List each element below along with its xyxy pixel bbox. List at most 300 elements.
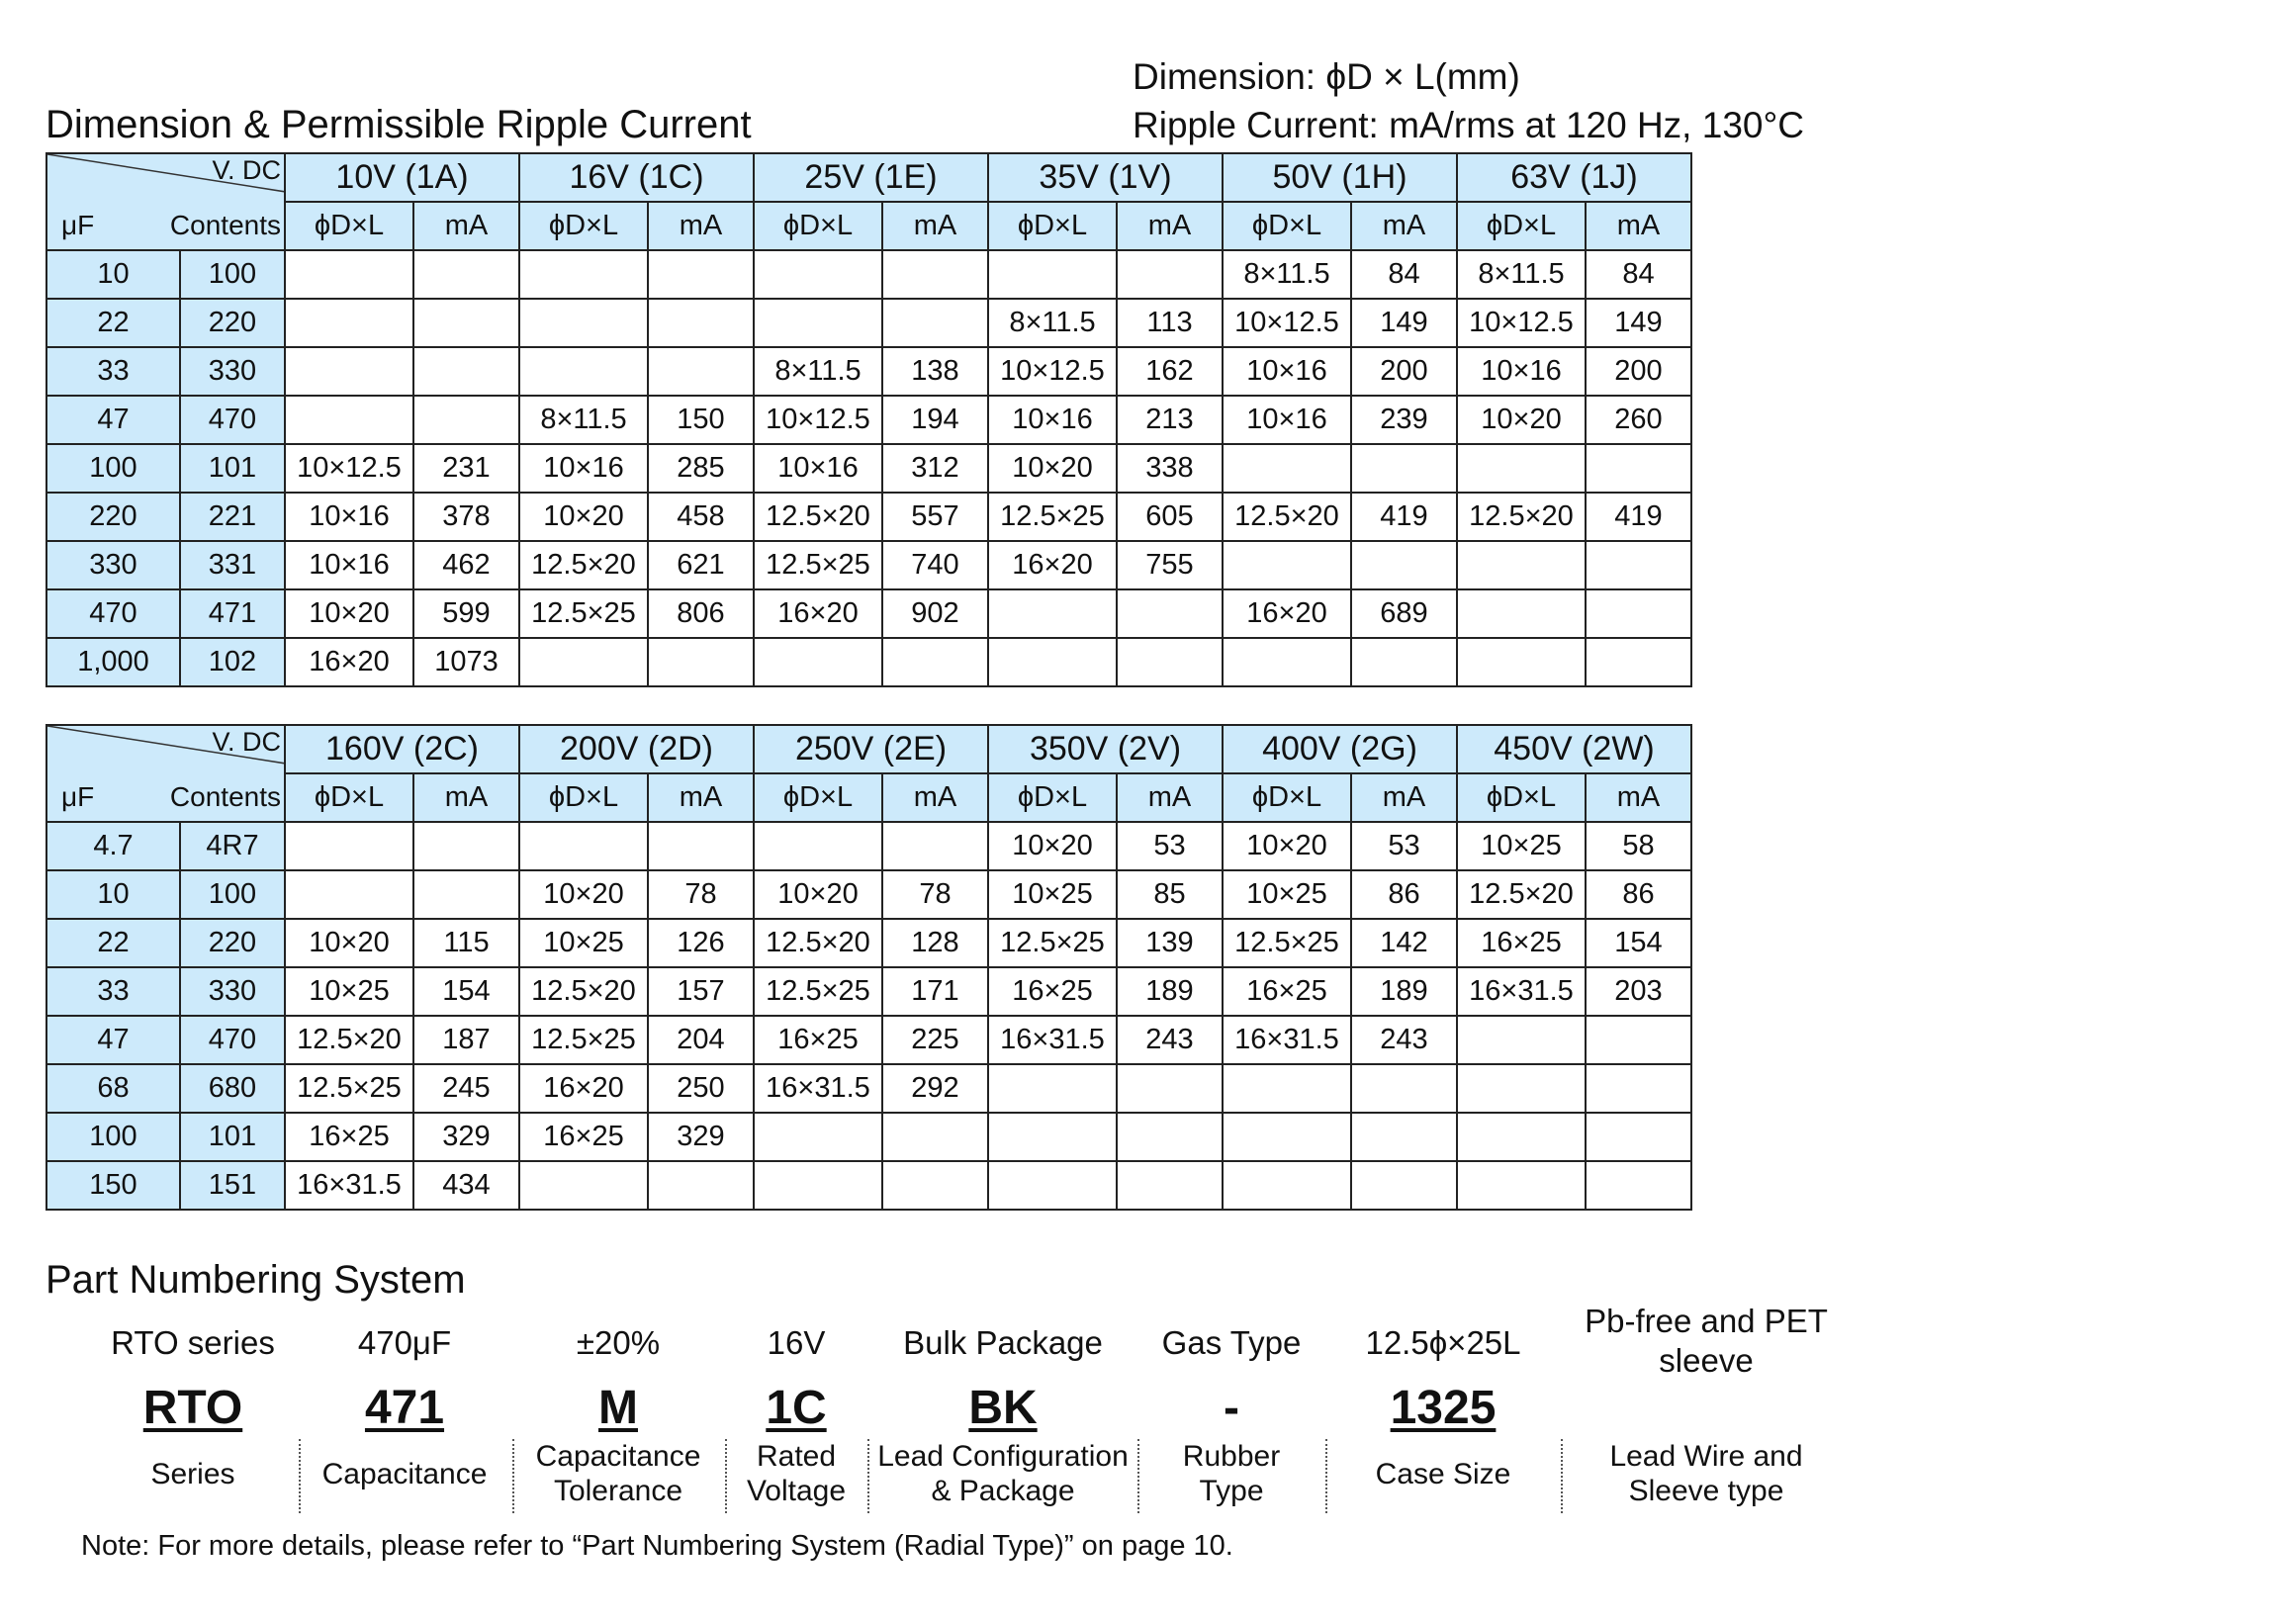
ripple-cell: [1351, 1161, 1457, 1210]
dimension-cell: [1223, 638, 1351, 686]
dimension-cell: [1457, 638, 1586, 686]
dimension-cell: 10×16: [754, 444, 882, 493]
dimension-cell: 10×12.5: [1457, 299, 1586, 347]
dimension-header: ϕD×L: [519, 202, 648, 250]
corner-header: [46, 725, 285, 822]
dimension-header: ϕD×L: [1223, 202, 1351, 250]
ripple-cell: [413, 299, 519, 347]
ripple-table-low-voltage: [45, 152, 1692, 687]
segment-code: BK: [968, 1382, 1038, 1434]
capacitance-cell: 10: [46, 250, 180, 299]
contents-code-cell: 330: [180, 967, 285, 1016]
voltage-header: 63V (1J): [1457, 153, 1691, 202]
ripple-cell: [413, 250, 519, 299]
ripple-cell: 189: [1351, 967, 1457, 1016]
ripple-cell: [1351, 444, 1457, 493]
dimension-cell: 10×16: [1223, 396, 1351, 444]
contents-code-cell: 151: [180, 1161, 285, 1210]
ripple-cell: 462: [413, 541, 519, 589]
dimension-cell: 8×11.5: [754, 347, 882, 396]
dimension-cell: [1457, 1113, 1586, 1161]
dimension-cell: 12.5×20: [754, 493, 882, 541]
ripple-cell: 203: [1586, 967, 1691, 1016]
ripple-cell: [882, 1113, 988, 1161]
contents-code-cell: 101: [180, 444, 285, 493]
table-row: [46, 347, 1691, 396]
segment-description: Pb-free and PET sleeve: [1585, 1303, 1828, 1379]
ripple-ma-header: mA: [648, 202, 754, 250]
dimension-header: ϕD×L: [988, 202, 1117, 250]
ripple-cell: 434: [413, 1161, 519, 1210]
contents-code-cell: 100: [180, 250, 285, 299]
dimension-cell: [754, 822, 882, 870]
ripple-cell: 419: [1351, 493, 1457, 541]
dimension-cell: 10×12.5: [1223, 299, 1351, 347]
uf-label: μF: [61, 781, 95, 812]
ripple-table-high-voltage: [45, 724, 1692, 1211]
voltage-header: 350V (2V): [988, 725, 1223, 773]
contents-code-cell: 221: [180, 493, 285, 541]
ripple-ma-header: mA: [882, 202, 988, 250]
ripple-cell: [882, 638, 988, 686]
ripple-cell: 150: [648, 396, 754, 444]
ripple-cell: 260: [1586, 396, 1691, 444]
voltage-header-row: [46, 153, 1691, 202]
capacitance-cell: 33: [46, 967, 180, 1016]
segment-description: 12.5ϕ×25L: [1365, 1324, 1521, 1361]
table-row: [46, 493, 1691, 541]
segment-code: 1325: [1390, 1382, 1497, 1434]
dimension-cell: 16×31.5: [1223, 1016, 1351, 1064]
ripple-cell: [1586, 444, 1691, 493]
segment-code: M: [598, 1382, 638, 1434]
segment-code: RTO: [142, 1382, 243, 1434]
ripple-cell: [1117, 589, 1223, 638]
dimension-cell: [1223, 1064, 1351, 1113]
capacitance-cell: 22: [46, 299, 180, 347]
ripple-cell: 154: [1586, 919, 1691, 967]
dimension-cell: 10×20: [754, 870, 882, 919]
ripple-cell: [413, 822, 519, 870]
ripple-cell: 157: [648, 967, 754, 1016]
uf-label: μF: [61, 210, 95, 240]
dimension-cell: 8×11.5: [519, 396, 648, 444]
table-row: [46, 1064, 1691, 1113]
dimension-cell: [754, 250, 882, 299]
dimension-header: ϕD×L: [754, 202, 882, 250]
corner-header: [46, 153, 285, 250]
ripple-cell: [1586, 589, 1691, 638]
ripple-cell: [1586, 1161, 1691, 1210]
voltage-header: 25V (1E): [754, 153, 988, 202]
table-row: [46, 541, 1691, 589]
ripple-ma-header: mA: [882, 773, 988, 822]
footnote: Note: For more details, please refer to “Part Numbering System (Radial Type)” on page 10.: [81, 1530, 1233, 1562]
dimension-cell: [988, 589, 1117, 638]
segment-divider: [299, 1439, 301, 1513]
dimension-header: ϕD×L: [1457, 202, 1586, 250]
segment-divider: [1137, 1439, 1139, 1513]
dimension-cell: 16×25: [519, 1113, 648, 1161]
ripple-cell: [648, 299, 754, 347]
dimension-cell: 16×31.5: [285, 1161, 413, 1210]
capacitance-cell: 47: [46, 1016, 180, 1064]
ripple-cell: 78: [648, 870, 754, 919]
dimension-cell: [1223, 1161, 1351, 1210]
segment-description: RTO series: [111, 1324, 275, 1361]
dimension-cell: [1223, 1113, 1351, 1161]
segment-label: Capacitance: [321, 1458, 488, 1490]
ripple-cell: 187: [413, 1016, 519, 1064]
capacitance-cell: 470: [46, 589, 180, 638]
dimension-cell: 12.5×25: [988, 919, 1117, 967]
segment-label: Capacitance Tolerance: [535, 1440, 701, 1507]
dimension-cell: [1457, 541, 1586, 589]
dimension-cell: 12.5×20: [519, 541, 648, 589]
ripple-cell: 138: [882, 347, 988, 396]
dimension-cell: 12.5×20: [754, 919, 882, 967]
segment-description: 16V: [767, 1324, 826, 1361]
dimension-cell: [285, 347, 413, 396]
capacitance-cell: 33: [46, 347, 180, 396]
segment-divider: [1325, 1439, 1327, 1513]
capacitance-cell: 47: [46, 396, 180, 444]
ripple-cell: 239: [1351, 396, 1457, 444]
dimension-cell: 10×25: [1223, 870, 1351, 919]
dimension-cell: 16×25: [1223, 967, 1351, 1016]
ripple-cell: [1586, 638, 1691, 686]
dimension-cell: 12.5×20: [1457, 870, 1586, 919]
ripple-cell: 285: [648, 444, 754, 493]
dimension-cell: 16×31.5: [988, 1016, 1117, 1064]
ripple-cell: 902: [882, 589, 988, 638]
dimension-cell: [988, 1161, 1117, 1210]
dimension-cell: [754, 1161, 882, 1210]
ripple-cell: 329: [648, 1113, 754, 1161]
segment-label: Lead Wire and Sleeve type: [1609, 1440, 1803, 1507]
dimension-cell: 16×31.5: [754, 1064, 882, 1113]
table-row: [46, 822, 1691, 870]
ripple-cell: 84: [1351, 250, 1457, 299]
ripple-ma-header: mA: [1351, 202, 1457, 250]
ripple-cell: 458: [648, 493, 754, 541]
dimension-header: ϕD×L: [285, 773, 413, 822]
segment-label: Series: [150, 1458, 235, 1490]
dimension-header: ϕD×L: [1457, 773, 1586, 822]
ripple-cell: 329: [413, 1113, 519, 1161]
dimension-cell: [1457, 1161, 1586, 1210]
dimension-cell: 10×16: [988, 396, 1117, 444]
capacitance-cell: 22: [46, 919, 180, 967]
ripple-cell: 231: [413, 444, 519, 493]
ripple-cell: 86: [1351, 870, 1457, 919]
contents-code-cell: 220: [180, 919, 285, 967]
dimension-cell: [519, 822, 648, 870]
dimension-cell: [285, 396, 413, 444]
segment-divider: [867, 1439, 869, 1513]
ripple-ma-header: mA: [1117, 773, 1223, 822]
ripple-cell: [1117, 250, 1223, 299]
table-row: [46, 250, 1691, 299]
segment-divider: [725, 1439, 727, 1513]
dimension-cell: [754, 1113, 882, 1161]
dimension-note: Dimension: ϕD × L(mm): [1133, 56, 1520, 97]
ripple-cell: [648, 347, 754, 396]
voltage-header: 10V (1A): [285, 153, 519, 202]
ripple-cell: 243: [1117, 1016, 1223, 1064]
capacitance-cell: 10: [46, 870, 180, 919]
dimension-cell: 10×16: [285, 493, 413, 541]
ripple-cell: 78: [882, 870, 988, 919]
dimension-cell: 12.5×25: [285, 1064, 413, 1113]
capacitance-cell: 150: [46, 1161, 180, 1210]
ripple-cell: [1351, 541, 1457, 589]
dimension-header: ϕD×L: [1223, 773, 1351, 822]
dimension-cell: 10×20: [285, 589, 413, 638]
dimension-cell: 10×25: [285, 967, 413, 1016]
dimension-cell: [1223, 444, 1351, 493]
segment-code: 471: [364, 1382, 445, 1434]
dimension-cell: [988, 1064, 1117, 1113]
dimension-cell: 12.5×25: [1223, 919, 1351, 967]
dimension-cell: 16×25: [754, 1016, 882, 1064]
dimension-cell: 10×12.5: [754, 396, 882, 444]
ripple-cell: [1351, 1113, 1457, 1161]
dimension-cell: 12.5×25: [754, 541, 882, 589]
dimension-cell: 12.5×25: [754, 967, 882, 1016]
dimension-cell: 10×16: [519, 444, 648, 493]
ripple-cell: 378: [413, 493, 519, 541]
dimension-cell: 10×25: [988, 870, 1117, 919]
dimension-cell: [988, 638, 1117, 686]
dimension-cell: 10×16: [1457, 347, 1586, 396]
dimension-cell: 16×20: [285, 638, 413, 686]
dimension-cell: [285, 250, 413, 299]
ripple-cell: 128: [882, 919, 988, 967]
capacitance-cell: 68: [46, 1064, 180, 1113]
sub-header-row: [46, 202, 1691, 250]
contents-code-cell: 102: [180, 638, 285, 686]
ripple-cell: 419: [1586, 493, 1691, 541]
ripple-cell: 58: [1586, 822, 1691, 870]
contents-code-cell: 471: [180, 589, 285, 638]
ripple-cell: [882, 1161, 988, 1210]
segment-divider: [512, 1439, 514, 1513]
dimension-cell: 12.5×25: [519, 1016, 648, 1064]
ripple-cell: [1117, 638, 1223, 686]
vdc-label: V. DC: [212, 727, 281, 757]
dimension-header: ϕD×L: [519, 773, 648, 822]
segment-label: Rubber Type: [1182, 1440, 1281, 1507]
ripple-cell: [648, 1161, 754, 1210]
dimension-cell: 10×12.5: [988, 347, 1117, 396]
ripple-cell: [648, 822, 754, 870]
dimension-cell: 10×20: [988, 444, 1117, 493]
ripple-cell: 292: [882, 1064, 988, 1113]
dimension-cell: [519, 1161, 648, 1210]
sub-header-row: [46, 773, 1691, 822]
ripple-cell: 338: [1117, 444, 1223, 493]
dimension-cell: [285, 870, 413, 919]
dimension-cell: 12.5×20: [1223, 493, 1351, 541]
dimension-cell: 10×20: [1223, 822, 1351, 870]
dimension-cell: 16×20: [519, 1064, 648, 1113]
voltage-header: 35V (1V): [988, 153, 1223, 202]
ripple-cell: [413, 396, 519, 444]
dimension-cell: [1223, 541, 1351, 589]
capacitance-cell: 100: [46, 444, 180, 493]
ripple-cell: 243: [1351, 1016, 1457, 1064]
table-row: [46, 1161, 1691, 1210]
dimension-cell: 16×20: [754, 589, 882, 638]
dimension-cell: [754, 638, 882, 686]
dimension-cell: 10×20: [988, 822, 1117, 870]
contents-code-cell: 101: [180, 1113, 285, 1161]
dimension-cell: [519, 250, 648, 299]
dimension-cell: 12.5×20: [519, 967, 648, 1016]
voltage-header-row: [46, 725, 1691, 773]
capacitance-cell: 1,000: [46, 638, 180, 686]
capacitance-cell: 220: [46, 493, 180, 541]
ripple-cell: [413, 870, 519, 919]
ripple-cell: 84: [1586, 250, 1691, 299]
voltage-header: 16V (1C): [519, 153, 754, 202]
ripple-cell: [1586, 1064, 1691, 1113]
segment-code: 1C: [766, 1382, 827, 1434]
ripple-cell: [882, 299, 988, 347]
capacitance-cell: 100: [46, 1113, 180, 1161]
ripple-cell: 621: [648, 541, 754, 589]
dimension-header: ϕD×L: [285, 202, 413, 250]
ripple-cell: 53: [1351, 822, 1457, 870]
voltage-header: 160V (2C): [285, 725, 519, 773]
table-row: [46, 299, 1691, 347]
ripple-cell: 250: [648, 1064, 754, 1113]
ripple-cell: 139: [1117, 919, 1223, 967]
ripple-cell: 689: [1351, 589, 1457, 638]
dimension-cell: [1457, 1016, 1586, 1064]
contents-code-cell: 470: [180, 396, 285, 444]
dimension-header: ϕD×L: [754, 773, 882, 822]
ripple-cell: 312: [882, 444, 988, 493]
ripple-cell: 189: [1117, 967, 1223, 1016]
contents-code-cell: 680: [180, 1064, 285, 1113]
voltage-header: 200V (2D): [519, 725, 754, 773]
voltage-header: 400V (2G): [1223, 725, 1457, 773]
ripple-cell: 194: [882, 396, 988, 444]
ripple-cell: [1117, 1161, 1223, 1210]
segment-description: 470μF: [357, 1324, 452, 1361]
dimension-cell: 16×25: [1457, 919, 1586, 967]
ripple-cell: 1073: [413, 638, 519, 686]
ripple-cell: 200: [1586, 347, 1691, 396]
ripple-cell: 204: [648, 1016, 754, 1064]
page-title: Dimension & Permissible Ripple Current: [45, 103, 752, 146]
dimension-cell: [988, 250, 1117, 299]
ripple-cell: 115: [413, 919, 519, 967]
ripple-cell: 557: [882, 493, 988, 541]
ripple-cell: 149: [1351, 299, 1457, 347]
table-row: [46, 638, 1691, 686]
ripple-cell: [413, 347, 519, 396]
vdc-label: V. DC: [212, 155, 281, 185]
dimension-cell: 16×25: [988, 967, 1117, 1016]
ripple-cell: [1351, 1064, 1457, 1113]
dimension-cell: 10×25: [519, 919, 648, 967]
dimension-cell: [519, 299, 648, 347]
segment-label: Lead Configuration & Package: [877, 1440, 1129, 1507]
dimension-cell: 10×20: [1457, 396, 1586, 444]
ripple-ma-header: mA: [413, 202, 519, 250]
ripple-ma-header: mA: [648, 773, 754, 822]
ripple-cell: 85: [1117, 870, 1223, 919]
dimension-cell: [519, 347, 648, 396]
voltage-header: 50V (1H): [1223, 153, 1457, 202]
dimension-cell: [988, 1113, 1117, 1161]
dimension-cell: 10×16: [1223, 347, 1351, 396]
table-row: [46, 1113, 1691, 1161]
dimension-cell: 16×20: [988, 541, 1117, 589]
segment-label: Case Size: [1375, 1458, 1511, 1490]
dimension-cell: 12.5×20: [1457, 493, 1586, 541]
ripple-cell: [1586, 1016, 1691, 1064]
ripple-cell: 162: [1117, 347, 1223, 396]
contents-code-cell: 220: [180, 299, 285, 347]
dimension-cell: 8×11.5: [1457, 250, 1586, 299]
ripple-current-note: Ripple Current: mA/rms at 120 Hz, 130°C: [1133, 105, 1804, 145]
segment-divider: [1561, 1439, 1563, 1513]
ripple-cell: 200: [1351, 347, 1457, 396]
contents-code-cell: 4R7: [180, 822, 285, 870]
dimension-cell: [1457, 444, 1586, 493]
dimension-header: ϕD×L: [988, 773, 1117, 822]
dimension-cell: [285, 299, 413, 347]
dimension-cell: 12.5×25: [519, 589, 648, 638]
contents-label: Contents: [169, 210, 281, 240]
contents-label: Contents: [169, 781, 281, 812]
segment-description: Gas Type: [1161, 1324, 1302, 1361]
table-row: [46, 1016, 1691, 1064]
ripple-cell: 755: [1117, 541, 1223, 589]
dimension-cell: [1457, 1064, 1586, 1113]
ripple-cell: [882, 250, 988, 299]
dimension-cell: 10×25: [1457, 822, 1586, 870]
dimension-cell: 10×20: [285, 919, 413, 967]
dimension-cell: 10×16: [285, 541, 413, 589]
table-row: [46, 396, 1691, 444]
ripple-cell: [648, 250, 754, 299]
ripple-cell: 154: [413, 967, 519, 1016]
dimension-cell: [285, 822, 413, 870]
segment-description: ±20%: [576, 1324, 661, 1361]
contents-code-cell: 100: [180, 870, 285, 919]
table-row: [46, 967, 1691, 1016]
dimension-cell: 10×20: [519, 870, 648, 919]
ripple-cell: 149: [1586, 299, 1691, 347]
ripple-ma-header: mA: [1586, 202, 1691, 250]
ripple-cell: [1586, 1113, 1691, 1161]
ripple-cell: 245: [413, 1064, 519, 1113]
ripple-cell: 53: [1117, 822, 1223, 870]
ripple-cell: 171: [882, 967, 988, 1016]
ripple-ma-header: mA: [1351, 773, 1457, 822]
ripple-cell: [882, 822, 988, 870]
ripple-ma-header: mA: [413, 773, 519, 822]
segment-label: Rated Voltage: [746, 1440, 847, 1507]
ripple-cell: 740: [882, 541, 988, 589]
ripple-cell: 113: [1117, 299, 1223, 347]
dimension-cell: 16×20: [1223, 589, 1351, 638]
